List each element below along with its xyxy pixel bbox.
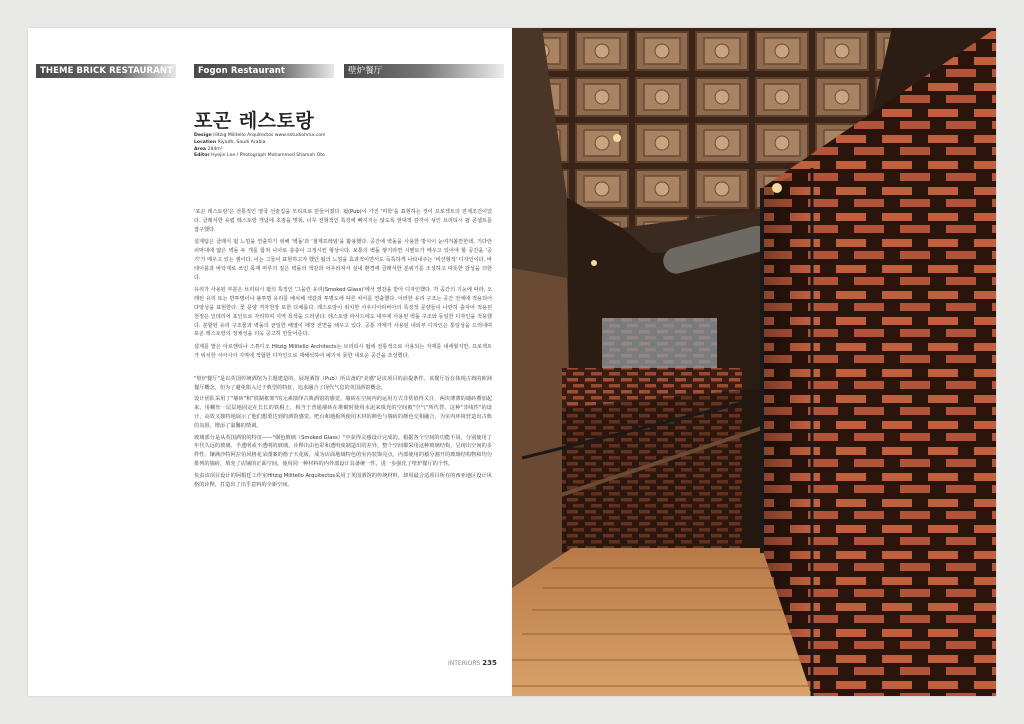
folio-label: INTERIORS <box>448 660 481 667</box>
page-folio <box>448 659 497 667</box>
magazine-page <box>28 28 996 696</box>
credits-block <box>194 133 454 160</box>
paragraph-zh-2: 设计团队采用了"墙砖"和"铁制框架"的元素演绎古典酒馆的感觉。墙砖在空间内的运用方式非常值得关注，两块薄薄的墙砖叠加起来，用螺丝一层层地固定在长长的铁棍上，相当于普通墙砖在堆砌时使用水泥来填充的空间被"空气"所代替。这种"非线性"的设计，高效又独特地展示了他们想要达到的酒馆感觉。吧台和地板所使用木材的颜色与墙砖的颜色交相融合，为室内环境营造出古典的氛围，增添了温馨的情调。 <box>194 396 492 429</box>
paragraph-zh-3: 玻璃部分是从英国酒馆的特征——"烟色玻璃（Smoked Glass）"中获得灵感设计完成的。根据各个空间的功能不同，分别使用了年代久远的玻璃、半透明或不透明的玻璃，诠释出由色彩和透明度制造出的差异。整个空间都采用这种玻璃结构，呈现出空间的多样性。镶满沙特阿拉伯风格花朵图案的格子天花板，成为店面地域特色的室内装饰亮点。内部使用的被分割开的玻璃结构物和均匀排列的墙砖，填充了店铺的正面空间。使用同一种材料的内外部设计具备统一性，进一步强化了壁炉餐厅的个性。 <box>194 434 492 467</box>
section-header <box>36 64 496 78</box>
article-body <box>194 208 492 492</box>
page-number: 235 <box>482 659 497 667</box>
credit-design: Design Hitzig Militello Arquitectos www.estudiohma.com <box>194 133 326 138</box>
paragraph-ko-1: '포곤 레스토랑'은 전통적인 영국 선술집을 모티프로 만들어졌다. 펍(Pub)이 가진 '미학'을 표현하는 것이 프로젝트의 전제조건이었다. 클래식한 유럽 레스토랑 개념에 초점을 맞춰, 너무 전형적인 특징에 빠지지는 않도록 현대적 감각이 섞인 브리티시 펍 콘셉트를 잡구했다. <box>194 209 492 233</box>
paragraph-ko-2: 설계팀은 클래식 펍 느낌을 연출하기 위해 '벽돌'과 '철제프레임'을 활용했다. 공간에 벽돌을 사용한 방식이 눈여겨볼만한데, 기다란 쇠막대에 얇은 벽돌 두 개를 합쳐 나사로 층층이 고정시킨 형상이다. 보통의 벽돌 쌓기라면 시멘트가 메우고 있어야 할 공간을 '공기'가 메우고 있는 셈이다. 이는 그들이 표현하고자 했던 펍의 느낌을 효과적이면서도 독특하게 나타내주는 '비선형적' 디자인이다. 바 테이블과 바닥재로 쓰인 목재 마루의 짙은 벽돌의 색감과 어우러져서 실내 환경에 클래식한 분위기를 조성하고 따뜻한 감성을 더한다. <box>194 239 492 281</box>
paragraph-zh-1: "壁炉餐厅"是以英国传统酒馆为主题建造的。展现酒馆（Pub）所具备的"美感"是该项目的前提条件。该餐厅旨在体现古典的欧洲餐厅概念，但为了避免陷入过于典型的特征，追求融合了现代气息的英国酒馆概念。 <box>194 375 492 391</box>
paragraph-ko-3: 유리가 사용된 부분은 브리티시 펍의 특징인 '그을린 유리(Smoked Glass)'에서 영감을 받아 디자인했다. 각 공간의 기능에 따라, 오래된 유리 또는 반투명이나 불투명 유리를 배치해 색감과 투명도에 따른 차이를 연출했다. 이러한 유리 구조는 공간 전체에 적용되어 다양성을 표현한다. 꽃 문양 격자천장 또한 다채롭다. 레스토랑이 위치한 사우디아라비아의 특징적 문양들이 나란히 출자어 적용된 천정은 인테리어 포인트로 자리하며 지역 특색을 드러낸다. 레스토랑 파사드에도 내부에 사용된 벽돌 구조와 동일한 디자인을 적용했다. 분할된 유리 구조물과 벽돌의 균일한 배열이 매장 전면을 채우고 있다. 공통 자재가 사용된 내외부 디자인은 통일성을 드러내며 포곤 레스토랑의 정체성을 더욱 공고히 만들어준다. <box>194 287 492 338</box>
staircase-brick-screen-photo <box>512 28 996 696</box>
section-tab-project: Fogon Restaurant <box>194 64 334 78</box>
article-title: 포곤 레스토랑 <box>194 110 315 132</box>
credit-area: Area 284m² <box>194 146 223 152</box>
credit-location: Location Riyadh, Saudi Arabia <box>194 139 266 145</box>
paragraph-zh-4: 负责该项目设计的阿根廷工作室Hitzig Militello Arquitectos采用了英国酒馆的传统材料，却用最合适项目所在的西亚地区设计风格的诠释，打造出了出乎意料的全新空间。 <box>194 472 492 488</box>
interior-photo-illustration <box>512 28 996 696</box>
paragraph-ko-4: 설계를 맡은 아르헨티나 스튜디오 Hitzig Militello Architects는 브리티시 펍에 전통적으로 사용되는 자재를 내세웠지만, 프로젝트가 위치한 서아시아 지역에 적합한 디자인으로 재해석하여 예기치 못한 새로운 공간을 조성했다. <box>194 344 492 359</box>
section-tab-chinese: 壁炉餐厅 <box>344 64 504 78</box>
section-tab-theme: THEME BRICK RESTAURANT <box>36 64 176 78</box>
credit-editor: Editor Hyejin Lee / Photograph Mohammed Shamah Oto <box>194 153 325 159</box>
